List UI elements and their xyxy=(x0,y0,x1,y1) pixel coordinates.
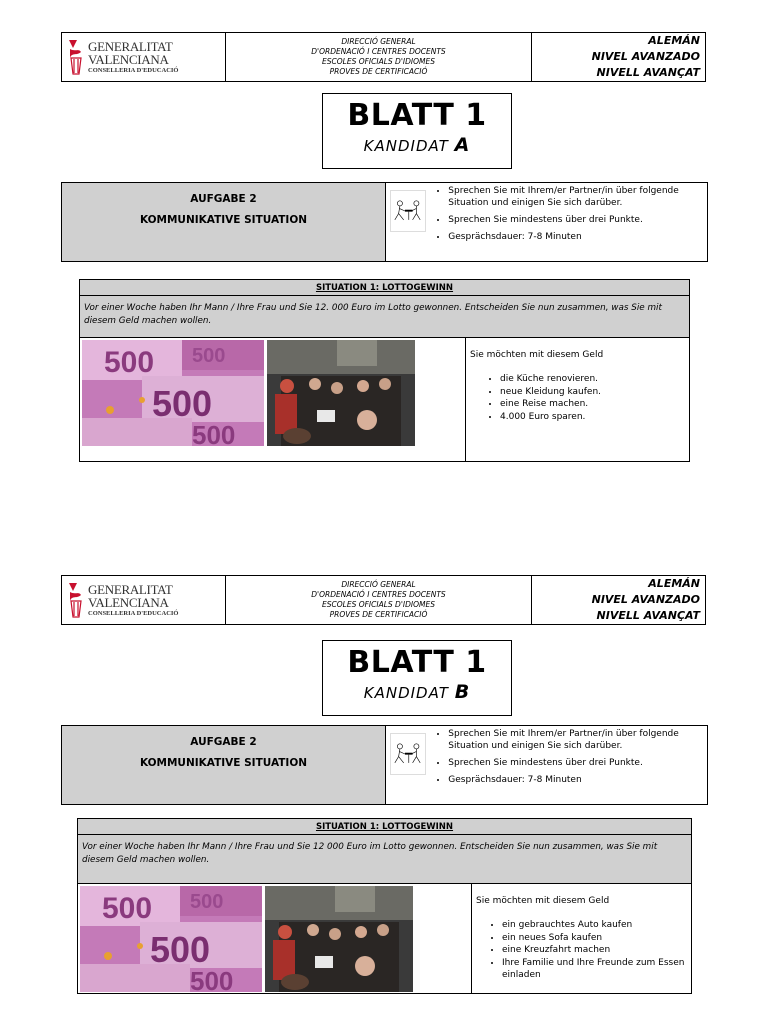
option-item: • eine Kreuzfahrt machen xyxy=(502,944,691,957)
svg-text:500: 500 xyxy=(190,966,234,992)
aufgabe-subtitle: KOMMUNIKATIVE SITUATION xyxy=(139,757,308,769)
logo-line-2: VALENCIANA xyxy=(88,594,169,610)
options-intro: Sie möchten mit diesem Geld xyxy=(476,896,610,906)
instruction-item: • Sprechen Sie mit Ihrem/er Partner/in über folgende Situation und einigen Sie sich darüber. xyxy=(448,728,707,752)
situation-box xyxy=(79,279,690,462)
option-item: • die Küche renovieren. xyxy=(500,373,689,386)
situation-title: SITUATION 1: LOTTOGEWINN xyxy=(315,822,454,832)
aufgabe-row xyxy=(61,182,708,262)
situation-box xyxy=(77,818,692,994)
situation-description: Vor einer Woche haben Ihr Mann / Ihre Frau und Sie 12 000 Euro im Lotto gewonnen. Entscheiden Sie nun zusammen, was Sie mit diesem Geld machen wollen. xyxy=(78,834,691,867)
kandidat-letter: B xyxy=(454,681,471,703)
option-item: • ein gebrauchtes Auto kaufen xyxy=(502,919,691,932)
euro-banknotes-image xyxy=(82,340,264,446)
aufgabe-title: AUFGABE 2 xyxy=(190,736,257,748)
logo-line-3: CONSELLERIA D'EDUCACIÓ xyxy=(88,609,179,617)
header-center-line: D'ORDENACIÓ I CENTRES DOCENTS xyxy=(311,590,446,599)
level-label: NIVEL AVANZADO xyxy=(591,50,700,63)
header-center-line: DIRECCIÓ GENERAL xyxy=(341,580,416,589)
header-center-line: ESCOLES OFICIALS D'IDIOMES xyxy=(322,57,435,66)
svg-text:500: 500 xyxy=(190,891,224,913)
option-item: • 4.000 Euro sparen. xyxy=(500,411,689,424)
svg-text:500: 500 xyxy=(192,345,226,367)
logo-line-3: CONSELLERIA D'EDUCACIÓ xyxy=(88,66,179,74)
logo-line-2: VALENCIANA xyxy=(88,51,169,67)
aufgabe-subtitle: KOMMUNIKATIVE SITUATION xyxy=(139,214,308,226)
aufgabe-heading xyxy=(62,183,386,261)
kandidat-word: KANDIDAT xyxy=(363,137,449,155)
instruction-item: • Gesprächsdauer: 7-8 Minuten xyxy=(448,774,707,786)
language-label: ALEMÁN xyxy=(648,577,700,590)
situation-options xyxy=(472,884,691,994)
aufgabe-row xyxy=(61,725,708,805)
generalitat-emblem-icon xyxy=(67,38,85,76)
kandidat-label xyxy=(323,133,511,158)
logo xyxy=(62,33,226,81)
blatt-title: BLATT 1 xyxy=(347,98,487,133)
header-center-line: PROVES DE CERTIFICACIÓ xyxy=(329,67,428,76)
aufgabe-instructions xyxy=(386,726,707,804)
kandidat-letter: A xyxy=(454,134,471,156)
blatt-title: BLATT 1 xyxy=(347,645,487,680)
aufgabe-title: AUFGABE 2 xyxy=(190,193,257,205)
svg-text:500: 500 xyxy=(152,383,213,424)
generalitat-emblem-icon xyxy=(67,581,85,619)
blatt-box xyxy=(322,93,512,169)
euro-banknotes-image xyxy=(80,886,262,992)
instruction-item: • Sprechen Sie mindestens über drei Punkte. xyxy=(448,214,707,226)
header-table xyxy=(61,575,706,625)
header-center xyxy=(226,33,532,81)
option-item: • neue Kleidung kaufen. xyxy=(500,386,689,399)
svg-text:500: 500 xyxy=(192,420,236,446)
level-label: NIVEL AVANZADO xyxy=(591,593,700,606)
header-center xyxy=(226,576,532,624)
instruction-item: • Sprechen Sie mindestens über drei Punkte. xyxy=(448,757,707,769)
situation-title: SITUATION 1: LOTTOGEWINN xyxy=(315,283,454,293)
logo-line-1: GENERALITAT xyxy=(88,38,173,54)
option-item: • Ihre Familie und Ihre Freunde zum Essen einladen xyxy=(502,957,691,982)
celebration-photo-image xyxy=(267,340,415,446)
situation-header xyxy=(78,819,691,884)
situation-images xyxy=(80,338,466,462)
svg-text:500: 500 xyxy=(102,892,153,925)
kandidat-word: KANDIDAT xyxy=(363,684,449,702)
header-center-line: PROVES DE CERTIFICACIÓ xyxy=(329,610,428,619)
svg-text:500: 500 xyxy=(104,346,155,379)
blatt-box xyxy=(322,640,512,716)
level-label-valencian: NIVELL AVANÇAT xyxy=(596,609,700,622)
celebration-photo-image xyxy=(265,886,413,992)
svg-text:500: 500 xyxy=(150,929,211,970)
logo-line-1: GENERALITAT xyxy=(88,581,173,597)
header-center-line: D'ORDENACIÓ I CENTRES DOCENTS xyxy=(311,47,446,56)
instruction-item: • Gesprächsdauer: 7-8 Minuten xyxy=(448,231,707,243)
situation-images xyxy=(78,884,472,994)
situation-header xyxy=(80,280,689,338)
kandidat-label xyxy=(323,680,511,705)
aufgabe-heading xyxy=(62,726,386,804)
level-label-valencian: NIVELL AVANÇAT xyxy=(596,66,700,79)
option-item: • eine Reise machen. xyxy=(500,398,689,411)
conversation-clipart-icon xyxy=(390,190,426,232)
situation-options xyxy=(466,338,689,462)
header-center-line: ESCOLES OFICIALS D'IDIOMES xyxy=(322,600,435,609)
logo xyxy=(62,576,226,624)
conversation-clipart-icon xyxy=(390,733,426,775)
option-item: • ein neues Sofa kaufen xyxy=(502,932,691,945)
options-intro: Sie möchten mit diesem Geld xyxy=(470,350,604,360)
situation-description: Vor einer Woche haben Ihr Mann / Ihre Frau und Sie 12. 000 Euro im Lotto gewonnen. Entscheiden Sie nun zusammen, was Sie mit diesem Geld machen wollen. xyxy=(80,295,689,328)
header-table xyxy=(61,32,706,82)
aufgabe-instructions xyxy=(386,183,707,261)
header-right xyxy=(532,33,705,81)
header-center-line: DIRECCIÓ GENERAL xyxy=(341,37,416,46)
instruction-item: • Sprechen Sie mit Ihrem/er Partner/in über folgende Situation und einigen Sie sich darüber. xyxy=(448,185,707,209)
language-label: ALEMÁN xyxy=(648,34,700,47)
header-right xyxy=(532,576,705,624)
